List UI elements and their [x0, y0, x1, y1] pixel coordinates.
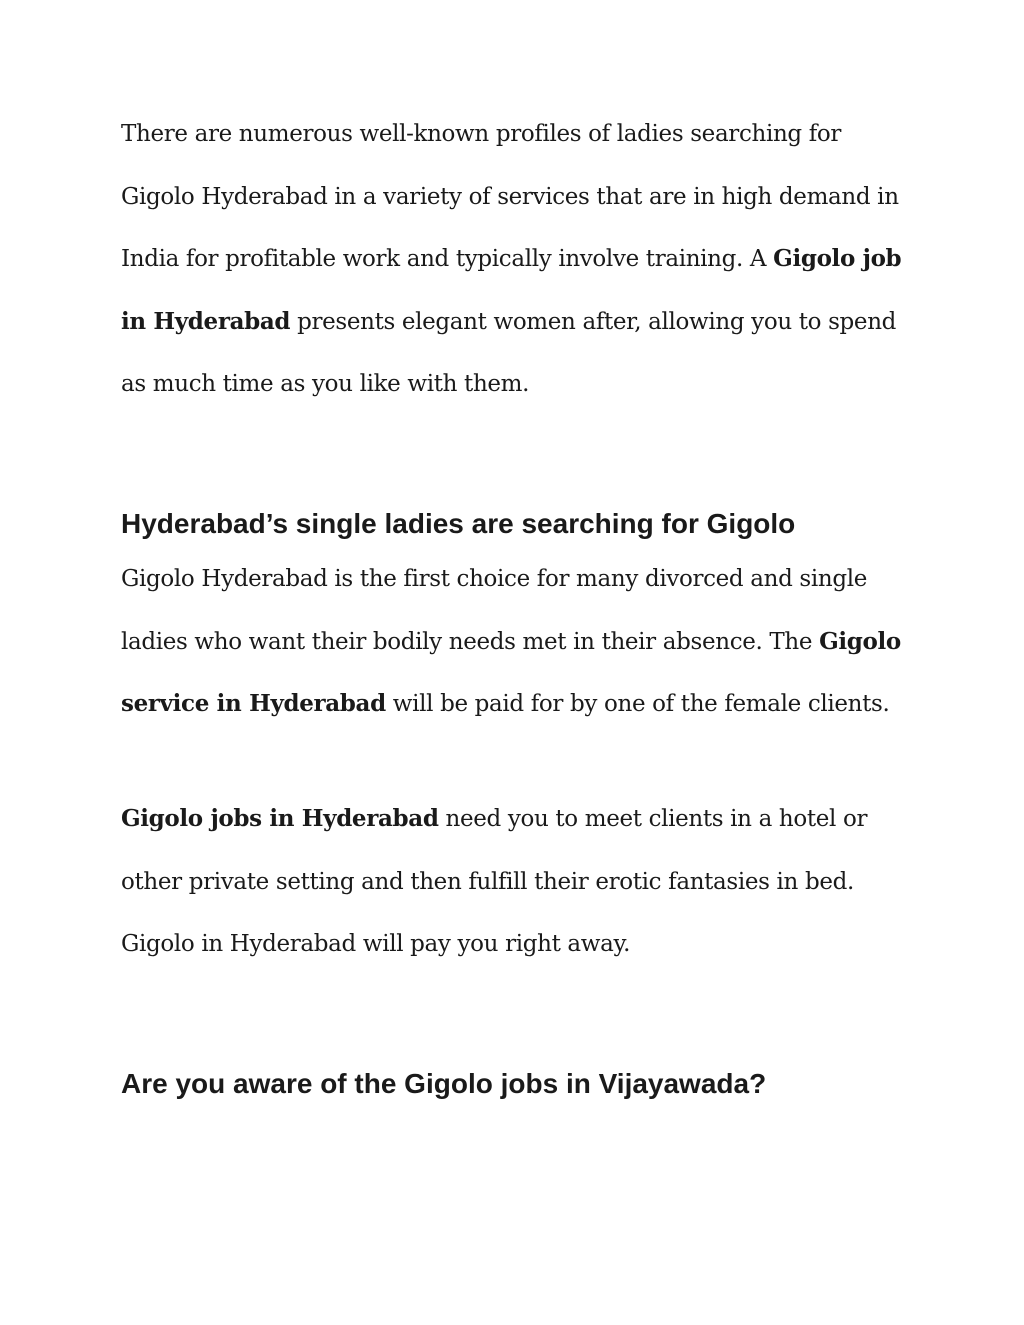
paragraph-text: There are numerous well-known profiles of ladies searching for Gigolo Hyderabad in a variety of services that are in high demand in India for profitable work and typically involve training. A — [121, 121, 899, 272]
paragraph-text: presents elegant women after, allowing you to spend as much time as you like with them. — [121, 308, 897, 397]
paragraph-intro — [121, 103, 921, 416]
paragraph-text: need you to meet clients in a hotel or other private setting and then fulfill their erotic fantasies in bed. Gigolo in Hyderabad will pay you right away. — [121, 806, 868, 957]
paragraph-first-choice — [121, 548, 921, 736]
bold-keyword-link: Gigolo service in Hyderabad — [121, 627, 901, 717]
section-heading-vijayawada: Are you aware of the Gigolo jobs in Vijayawada? — [121, 1068, 767, 1099]
bold-keyword-link: Gigolo jobs in Hyderabad — [121, 805, 439, 832]
paragraph-text: will be paid for by one of the female clients. — [385, 691, 890, 717]
paragraph-text: Gigolo Hyderabad is the first choice for many divorced and single ladies who want their bodily needs met in their absence. The — [121, 566, 867, 655]
paragraph-jobs — [121, 788, 921, 976]
section-heading-single-ladies: Hyderabad’s single ladies are searching for Gigolo — [121, 508, 796, 539]
bold-keyword-link: Gigolo job in Hyderabad — [121, 245, 902, 335]
